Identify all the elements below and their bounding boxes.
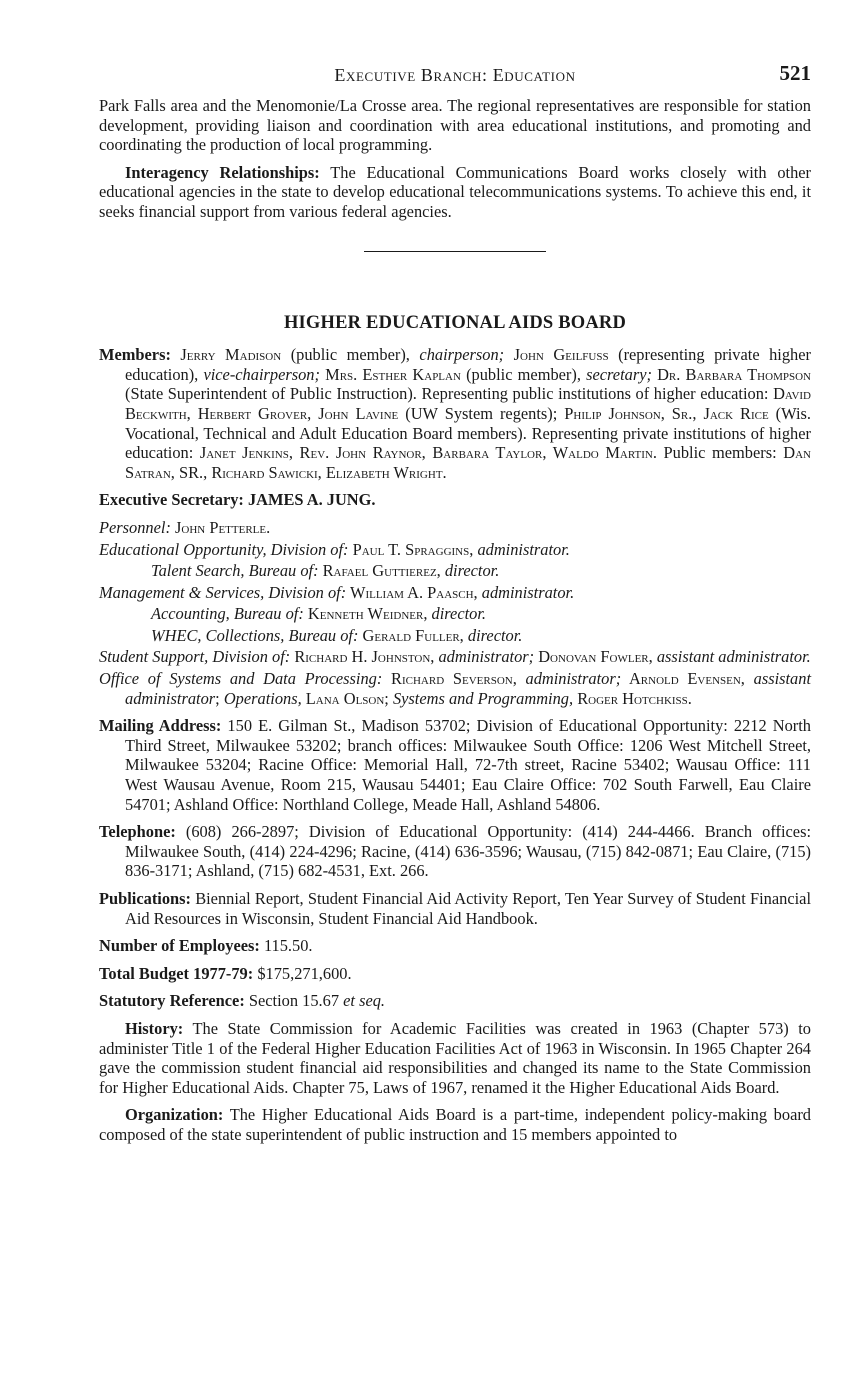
- org-person: Lana Olson: [301, 688, 385, 708]
- employees: [99, 936, 811, 956]
- org-role: administrator;: [516, 669, 622, 689]
- members-text: (representing private higher education),: [125, 345, 811, 384]
- member-name: Dan Satran, SR., Richard Sawicki, Elizabeth Wright.: [125, 443, 811, 482]
- org-student-support: [99, 647, 811, 667]
- telephone-text: (608) 266-2897; Division of Educational Opportunity: (414) 244-4466. Branch offices: Milwaukee South, (414) 224-4296; Racine, (414) 636-3596; Wausau, (715) 842-0871; Eau Claire, (715) 836-3171; Ashland, (715) 682-4531, Ext. 266.: [125, 822, 811, 881]
- member-name: David Beckwith, Herbert Grover, John Lavine: [125, 384, 811, 423]
- org-person: Kenneth Weidner,: [303, 604, 428, 624]
- organization-label: Organization:: [125, 1105, 224, 1125]
- org-person: Donovan Fowler,: [534, 647, 653, 667]
- org-person: William A. Paasch,: [346, 582, 478, 602]
- member-role: vice-chairperson;: [203, 364, 320, 384]
- statutory-etseq: et seq.: [343, 991, 386, 1011]
- member-name: John Geilfuss: [504, 345, 609, 365]
- members-text: (public member),: [281, 345, 420, 365]
- org-educational-opportunity: [99, 540, 811, 560]
- mailing-address: [99, 716, 811, 814]
- org-unit: Personnel:: [99, 517, 171, 537]
- org-unit: Student Support, Division of:: [99, 647, 291, 667]
- member-name: Philip Johnson, Sr., Jack Rice: [564, 403, 769, 423]
- org-person: John Petterle.: [170, 517, 271, 537]
- org-role: director.: [440, 561, 500, 581]
- running-head: [99, 61, 811, 96]
- members-paragraph: [99, 345, 811, 482]
- publications-label: Publications:: [99, 889, 191, 908]
- org-whec-collections: [99, 626, 811, 646]
- org-unit: Accounting, Bureau of:: [151, 604, 304, 624]
- organization-text: The Higher Educational Aids Board is a part-time, independent policy-making board composed of the state superintendent of public instruction and 15 members appointed to: [99, 1105, 811, 1144]
- budget-label: Total Budget 1977-79:: [99, 963, 254, 983]
- org-systems: [99, 669, 811, 708]
- org-role: director.: [463, 625, 523, 645]
- budget: [99, 964, 811, 984]
- org-person: Richard H. Johnston,: [290, 647, 435, 667]
- members-text: (State Superintendent of Public Instruction). Representing public institutions of higher education:: [125, 384, 774, 404]
- org-person: Paul T. Spraggins,: [348, 539, 474, 559]
- mailing-text: 150 E. Gilman St., Madison 53702; Division of Educational Opportunity: 2212 North Third Street, Milwaukee 53202; branch offices: Milwaukee South Office: 1206 West Mitchell Street, Milwaukee 53204; Racine Office: Memorial Hall, 72-7th street, Racine 53402; Wausau Office: 111 West Wausau Avenue, Room 215, Wausau 54401; Eau Claire Office: 702 South Farwell, Eau Claire 54701; Ashland Office: Northland College, Meade Hall, Ashland 54806.: [125, 716, 811, 814]
- exec-secretary-name: JAMES A. JUNG.: [247, 490, 376, 510]
- member-name: Janet Jenkins, Rev. John Raynor, Barbara Taylor, Waldo Martin.: [199, 443, 657, 463]
- org-unit: Office of Systems and Data Processing:: [99, 669, 383, 689]
- members-text: (Wis. Vocational, Technical and Adult Education Board members). Representing private institutions of higher education:: [125, 403, 811, 463]
- mailing-label: Mailing Address:: [99, 716, 222, 736]
- exec-secretary-label: Executive Secretary:: [99, 490, 244, 510]
- org-listing: [99, 518, 811, 708]
- org-unit: Educational Opportunity, Division of:: [99, 539, 349, 559]
- intro-paragraph: Park Falls area and the Menomonie/La Crosse area. The regional representatives are responsible for station development, providing liaison and coordination with area educational institutions, and promoting and coordinating the production of local programming.: [99, 96, 811, 155]
- org-person: Gerald Fuller,: [358, 625, 464, 645]
- running-head-title: Executive Branch: Education: [334, 65, 576, 85]
- org-unit: Operations,: [223, 688, 302, 708]
- interagency-paragraph: [99, 163, 811, 222]
- org-management: [99, 583, 811, 603]
- employees-value: 115.50.: [259, 936, 313, 956]
- page-number: 521: [779, 61, 811, 85]
- org-role: assistant administrator: [125, 669, 812, 708]
- history-label: History:: [125, 1018, 184, 1038]
- members-text: (UW System regents);: [398, 403, 565, 423]
- org-accounting: [99, 604, 811, 624]
- org-role: administrator.: [477, 582, 575, 602]
- interagency-label: Interagency Relationships:: [125, 162, 320, 182]
- interagency-text: The Educational Communications Board works closely with other educational agencies in the state to develop educational telecommunications systems. To achieve this end, it seeks financial support from various federal agencies.: [99, 162, 811, 221]
- statutory-value: Section 15.67: [244, 991, 344, 1011]
- page: [99, 61, 812, 1145]
- publications-text: Biennial Report, Student Financial Aid Activity Report, Ten Year Survey of Student Financial Aid Resources in Wisconsin, Student Financial Aid Handbook.: [125, 889, 811, 928]
- org-role: director.: [427, 604, 486, 624]
- executive-secretary: [99, 490, 811, 510]
- separator: ;: [215, 688, 224, 708]
- org-unit: WHEC, Collections, Bureau of:: [151, 625, 359, 645]
- member-name: Jerry Madison: [170, 345, 282, 365]
- member-role: secretary;: [586, 364, 652, 384]
- organization-paragraph: [99, 1105, 811, 1144]
- section-title: HIGHER EDUCATIONAL AIDS BOARD: [283, 312, 627, 333]
- org-person: Roger Hotchkiss.: [573, 688, 692, 708]
- org-role: administrator.: [473, 539, 570, 559]
- history-text: The State Commission for Academic Facilities was created in 1963 (Chapter 573) to administer Title 1 of the Federal Higher Education Facilities Act of 1963 in Wisconsin. In 1965 Chapter 264 gave the commission student financial aid responsibilities and changed its name to the State Commission for Higher Educational Aids. Chapter 75, Laws of 1967, renamed it the Higher Educational Aids Board.: [99, 1018, 811, 1097]
- employees-label: Number of Employees:: [99, 936, 260, 956]
- org-talent-search: [99, 561, 811, 581]
- org-person: Arnold Evensen,: [621, 669, 745, 689]
- statutory-reference: [99, 991, 811, 1011]
- members-label: Members:: [99, 345, 171, 365]
- member-role: chairperson;: [419, 345, 505, 365]
- org-person: Rafael Guttierez,: [318, 561, 441, 581]
- telephone-label: Telephone:: [99, 822, 176, 842]
- history-paragraph: [99, 1019, 811, 1097]
- members-text: (public member),: [460, 364, 587, 384]
- budget-value: $175,271,600.: [253, 963, 352, 983]
- org-unit: Management & Services, Division of:: [99, 582, 347, 602]
- org-unit: Systems and Programming,: [392, 688, 574, 708]
- org-role: assistant administrator.: [652, 647, 811, 667]
- member-name: Dr. Barbara Thompson: [651, 364, 811, 384]
- separator: ;: [384, 688, 393, 708]
- org-unit: Talent Search, Bureau of:: [151, 561, 319, 581]
- org-person: Richard Severson,: [382, 669, 517, 689]
- section-divider: [364, 251, 546, 252]
- telephone: [99, 822, 811, 881]
- org-role: administrator;: [434, 647, 535, 667]
- member-name: Mrs. Esther Kaplan: [319, 364, 461, 384]
- org-personnel: [99, 518, 811, 538]
- publications: [99, 889, 811, 928]
- statutory-label: Statutory Reference:: [99, 991, 245, 1011]
- members-text: Public members:: [656, 443, 784, 463]
